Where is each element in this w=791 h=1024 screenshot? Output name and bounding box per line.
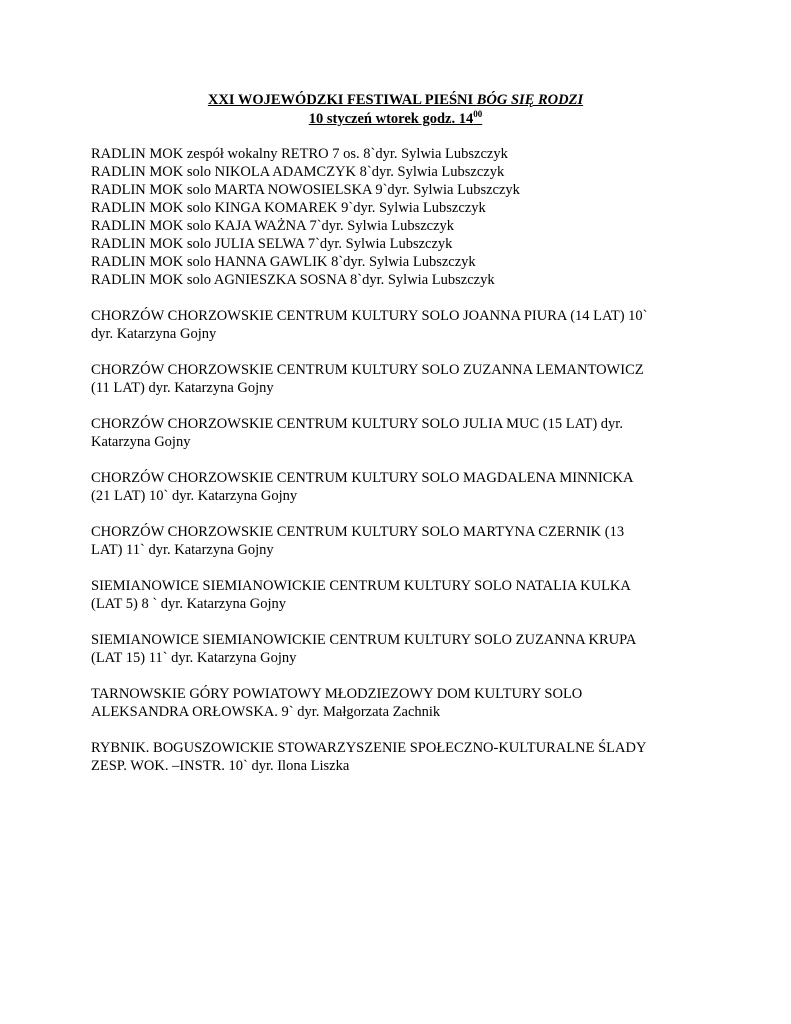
list-item: RADLIN MOK zespół wokalny RETRO 7 os. 8`dyr. Sylwia Lubszczyk: [91, 146, 508, 162]
list-item: RADLIN MOK solo HANNA GAWLIK 8`dyr. Sylwia Lubszczyk: [91, 254, 476, 270]
entry-line: ALEKSANDRA ORŁOWSKA. 9` dyr. Małgorzata Zachnik: [91, 704, 441, 720]
festival-date-main: 10 styczeń wtorek godz. 14: [308, 111, 474, 127]
entry-line: TARNOWSKIE GÓRY POWIATOWY MŁODZIEZOWY DOM KULTURY SOLO: [91, 686, 583, 702]
entry-line: CHORZÓW CHORZOWSKIE CENTRUM KULTURY SOLO JOANNA PIURA (14 LAT) 10`: [91, 308, 648, 324]
festival-date-minutes: 00: [473, 109, 483, 119]
entry-line: CHORZÓW CHORZOWSKIE CENTRUM KULTURY SOLO JULIA MUC (15 LAT) dyr.: [91, 416, 623, 432]
entry-line: (11 LAT) dyr. Katarzyna Gojny: [91, 380, 274, 396]
festival-title-main: XXI WOJEWÓDZKI FESTIWAL PIEŚNI: [207, 92, 477, 108]
entry-paragraph: [91, 523, 731, 559]
radlin-entries: [91, 145, 731, 289]
list-item: RADLIN MOK solo KAJA WAŻNA 7`dyr. Sylwia Lubszczyk: [91, 218, 455, 234]
document-body: [91, 145, 731, 775]
entry-paragraph: [91, 685, 731, 721]
entry-line: ZESP. WOK. –INSTR. 10` dyr. Ilona Liszka: [91, 758, 350, 774]
list-item: RADLIN MOK solo MARTA NOWOSIELSKA 9`dyr. Sylwia Lubszczyk: [91, 182, 520, 198]
entry-paragraph: [91, 631, 731, 667]
entry-line: CHORZÓW CHORZOWSKIE CENTRUM KULTURY SOLO ZUZANNA LEMANTOWICZ: [91, 362, 644, 378]
document-header: [0, 91, 791, 129]
entry-line: CHORZÓW CHORZOWSKIE CENTRUM KULTURY SOLO MARTYNA CZERNIK (13: [91, 524, 625, 540]
entry-paragraph: [91, 739, 731, 775]
festival-date: [0, 110, 791, 129]
entry-line: SIEMIANOWICE SIEMIANOWICKIE CENTRUM KULTURY SOLO ZUZANNA KRUPA: [91, 632, 637, 648]
festival-title: [0, 91, 791, 110]
entry-line: RYBNIK. BOGUSZOWICKIE STOWARZYSZENIE SPOŁECZNO-KULTURALNE ŚLADY: [91, 740, 647, 756]
entry-line: (21 LAT) 10` dyr. Katarzyna Gojny: [91, 488, 298, 504]
list-item: RADLIN MOK solo NIKOLA ADAMCZYK 8`dyr. Sylwia Lubszczyk: [91, 164, 505, 180]
entry-line: (LAT 5) 8 ` dyr. Katarzyna Gojny: [91, 596, 287, 612]
list-item: RADLIN MOK solo KINGA KOMAREK 9`dyr. Sylwia Lubszczyk: [91, 200, 486, 216]
entry-paragraph: [91, 307, 731, 343]
entry-line: Katarzyna Gojny: [91, 434, 191, 450]
list-item: RADLIN MOK solo AGNIESZKA SOSNA 8`dyr. Sylwia Lubszczyk: [91, 272, 495, 288]
entry-line: (LAT 15) 11` dyr. Katarzyna Gojny: [91, 650, 297, 666]
entry-line: dyr. Katarzyna Gojny: [91, 326, 217, 342]
entry-paragraph: [91, 361, 731, 397]
entry-line: SIEMIANOWICE SIEMIANOWICKIE CENTRUM KULTURY SOLO NATALIA KULKA: [91, 578, 631, 594]
entry-paragraph: [91, 469, 731, 505]
entry-paragraph: [91, 415, 731, 451]
entry-paragraph: [91, 577, 731, 613]
entry-line: CHORZÓW CHORZOWSKIE CENTRUM KULTURY SOLO MAGDALENA MINNICKA: [91, 470, 634, 486]
festival-title-italic: BÓG SIĘ RODZI: [476, 92, 584, 108]
list-item: RADLIN MOK solo JULIA SELWA 7`dyr. Sylwia Lubszczyk: [91, 236, 453, 252]
entry-line: LAT) 11` dyr. Katarzyna Gojny: [91, 542, 274, 558]
